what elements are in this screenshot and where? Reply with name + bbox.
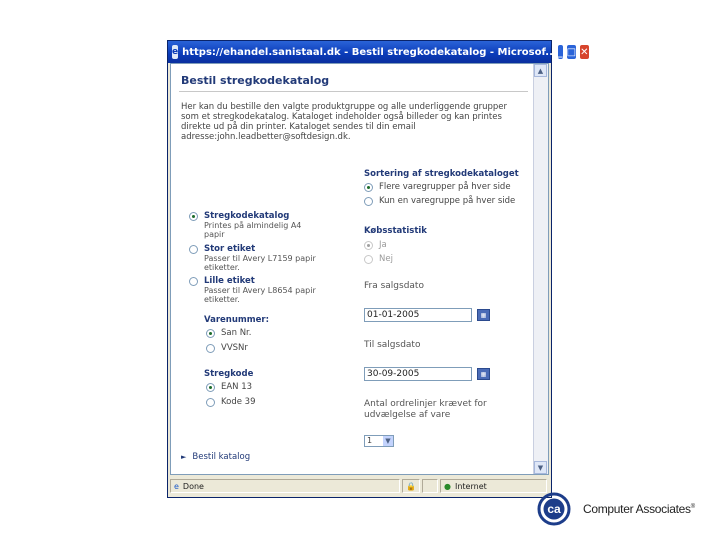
option-label: VVSNr [221, 343, 248, 353]
option-title: Stregkodekatalog [204, 211, 290, 221]
page-content [170, 63, 549, 475]
sortering-heading: Sortering af stregkodekataloget [364, 169, 519, 179]
minimize-button[interactable]: _ [557, 44, 564, 60]
option-label: Kode 39 [221, 397, 256, 407]
ca-logo [532, 492, 576, 526]
lock-icon: 🔒 [402, 479, 420, 493]
option-label: Flere varegrupper på hver side [379, 182, 511, 192]
til-salgsdato-label: Til salgsdato [364, 340, 421, 350]
option-nej[interactable] [364, 254, 393, 265]
radio-vvsnr[interactable] [206, 344, 215, 353]
window-title: https://ehandel.sanistaal.dk - Bestil stregkodekatalog - Microsof... [182, 46, 557, 58]
option-stor-etiket[interactable] [189, 244, 334, 272]
arrow-right-icon: ► [181, 453, 187, 461]
radio-kode39[interactable] [206, 398, 215, 407]
select-value: 1 [367, 436, 373, 445]
vertical-scrollbar[interactable] [533, 64, 548, 474]
page-title: Bestil stregkodekatalog [181, 74, 330, 87]
option-ean13[interactable] [206, 382, 252, 393]
radio-flere-varegrupper[interactable] [364, 183, 373, 192]
option-flere-varegrupper[interactable] [364, 182, 511, 193]
varenummer-heading: Varenummer: [204, 315, 269, 325]
antal-ordrelinjer-label: Antal ordrelinjer krævet for udvælgelse af vare [364, 399, 487, 420]
brand-name-text: Computer Associates [583, 502, 691, 516]
page-body [171, 64, 534, 474]
option-lille-etiket[interactable] [189, 276, 334, 304]
stregkode-heading: Stregkode [204, 369, 254, 379]
status-text: Done [182, 481, 204, 491]
radio-ja[interactable] [364, 241, 373, 250]
zone-text: Internet [454, 481, 487, 491]
browser-window [167, 40, 589, 498]
globe-icon: ● [444, 481, 451, 491]
radio-lille-etiket[interactable] [189, 277, 198, 286]
option-ja[interactable] [364, 240, 387, 251]
status-bar [170, 477, 549, 495]
option-label: Ja [379, 240, 387, 250]
option-desc: Passer til Avery L7159 papir etiketter. [204, 254, 316, 272]
title-bar [168, 41, 589, 63]
fra-salgsdato-input[interactable]: 01-01-2005 [364, 308, 472, 322]
option-label: Kun en varegruppe på hver side [379, 196, 516, 206]
title-divider [179, 91, 528, 92]
option-label: Nej [379, 254, 393, 264]
option-label: San Nr. [221, 328, 252, 338]
radio-ean13[interactable] [206, 383, 215, 392]
ie-icon: e [172, 47, 179, 57]
option-label: EAN 13 [221, 382, 253, 392]
radio-stor-etiket[interactable] [189, 245, 198, 254]
fra-salgsdato-label: Fra salgsdato [364, 281, 424, 291]
option-desc: Passer til Avery L8654 papir etiketter. [204, 286, 316, 304]
scroll-down-icon[interactable]: ▼ [534, 461, 547, 474]
option-kode39[interactable] [206, 397, 256, 408]
radio-nej[interactable] [364, 255, 373, 264]
option-vvsnr[interactable] [206, 343, 248, 354]
status-text-cell [170, 479, 400, 493]
option-san-nr[interactable] [206, 328, 251, 339]
til-salgsdato-input[interactable]: 30-09-2005 [364, 367, 472, 381]
chevron-down-icon[interactable]: ▼ [383, 436, 393, 446]
intro-text: Her kan du bestille den valgte produktgruppe og alle underliggende grupper som et stregkodekatalog. Kataloget indeholder også billeder og kan printes direkte ud på din printer. Kataloget sendes til din email adresse:john.leadbetter@softdesign.dk. [181, 102, 507, 142]
radio-stregkodekatalog[interactable] [189, 212, 198, 221]
option-desc: Printes på almindelig A4 papir [204, 221, 302, 239]
option-title: Stor etiket [204, 244, 256, 254]
radio-kun-en-varegruppe[interactable] [364, 197, 373, 206]
calendar-icon[interactable]: ▦ [477, 309, 490, 321]
bestil-katalog-link[interactable] [181, 452, 250, 462]
radio-san-nr[interactable] [206, 329, 215, 338]
link-label: Bestil katalog [192, 452, 251, 462]
antal-ordrelinjer-select[interactable] [364, 435, 394, 447]
registered-mark: ® [690, 504, 695, 510]
maximize-button[interactable]: □ [566, 44, 577, 60]
kobsstatistik-heading: Købsstatistik [364, 226, 427, 236]
calendar-icon[interactable]: ▦ [477, 368, 490, 380]
close-button[interactable]: ✕ [579, 44, 589, 60]
ie-page-icon: e [174, 481, 179, 491]
option-stregkodekatalog[interactable] [189, 211, 314, 239]
ca-logo-text: ca [547, 502, 561, 516]
scroll-up-icon[interactable]: ▲ [534, 64, 547, 77]
brand-name [583, 502, 695, 516]
option-title: Lille etiket [204, 276, 255, 286]
zone-cell [440, 479, 547, 493]
blank-status-cell [422, 479, 438, 493]
option-kun-en-varegruppe[interactable] [364, 196, 515, 207]
